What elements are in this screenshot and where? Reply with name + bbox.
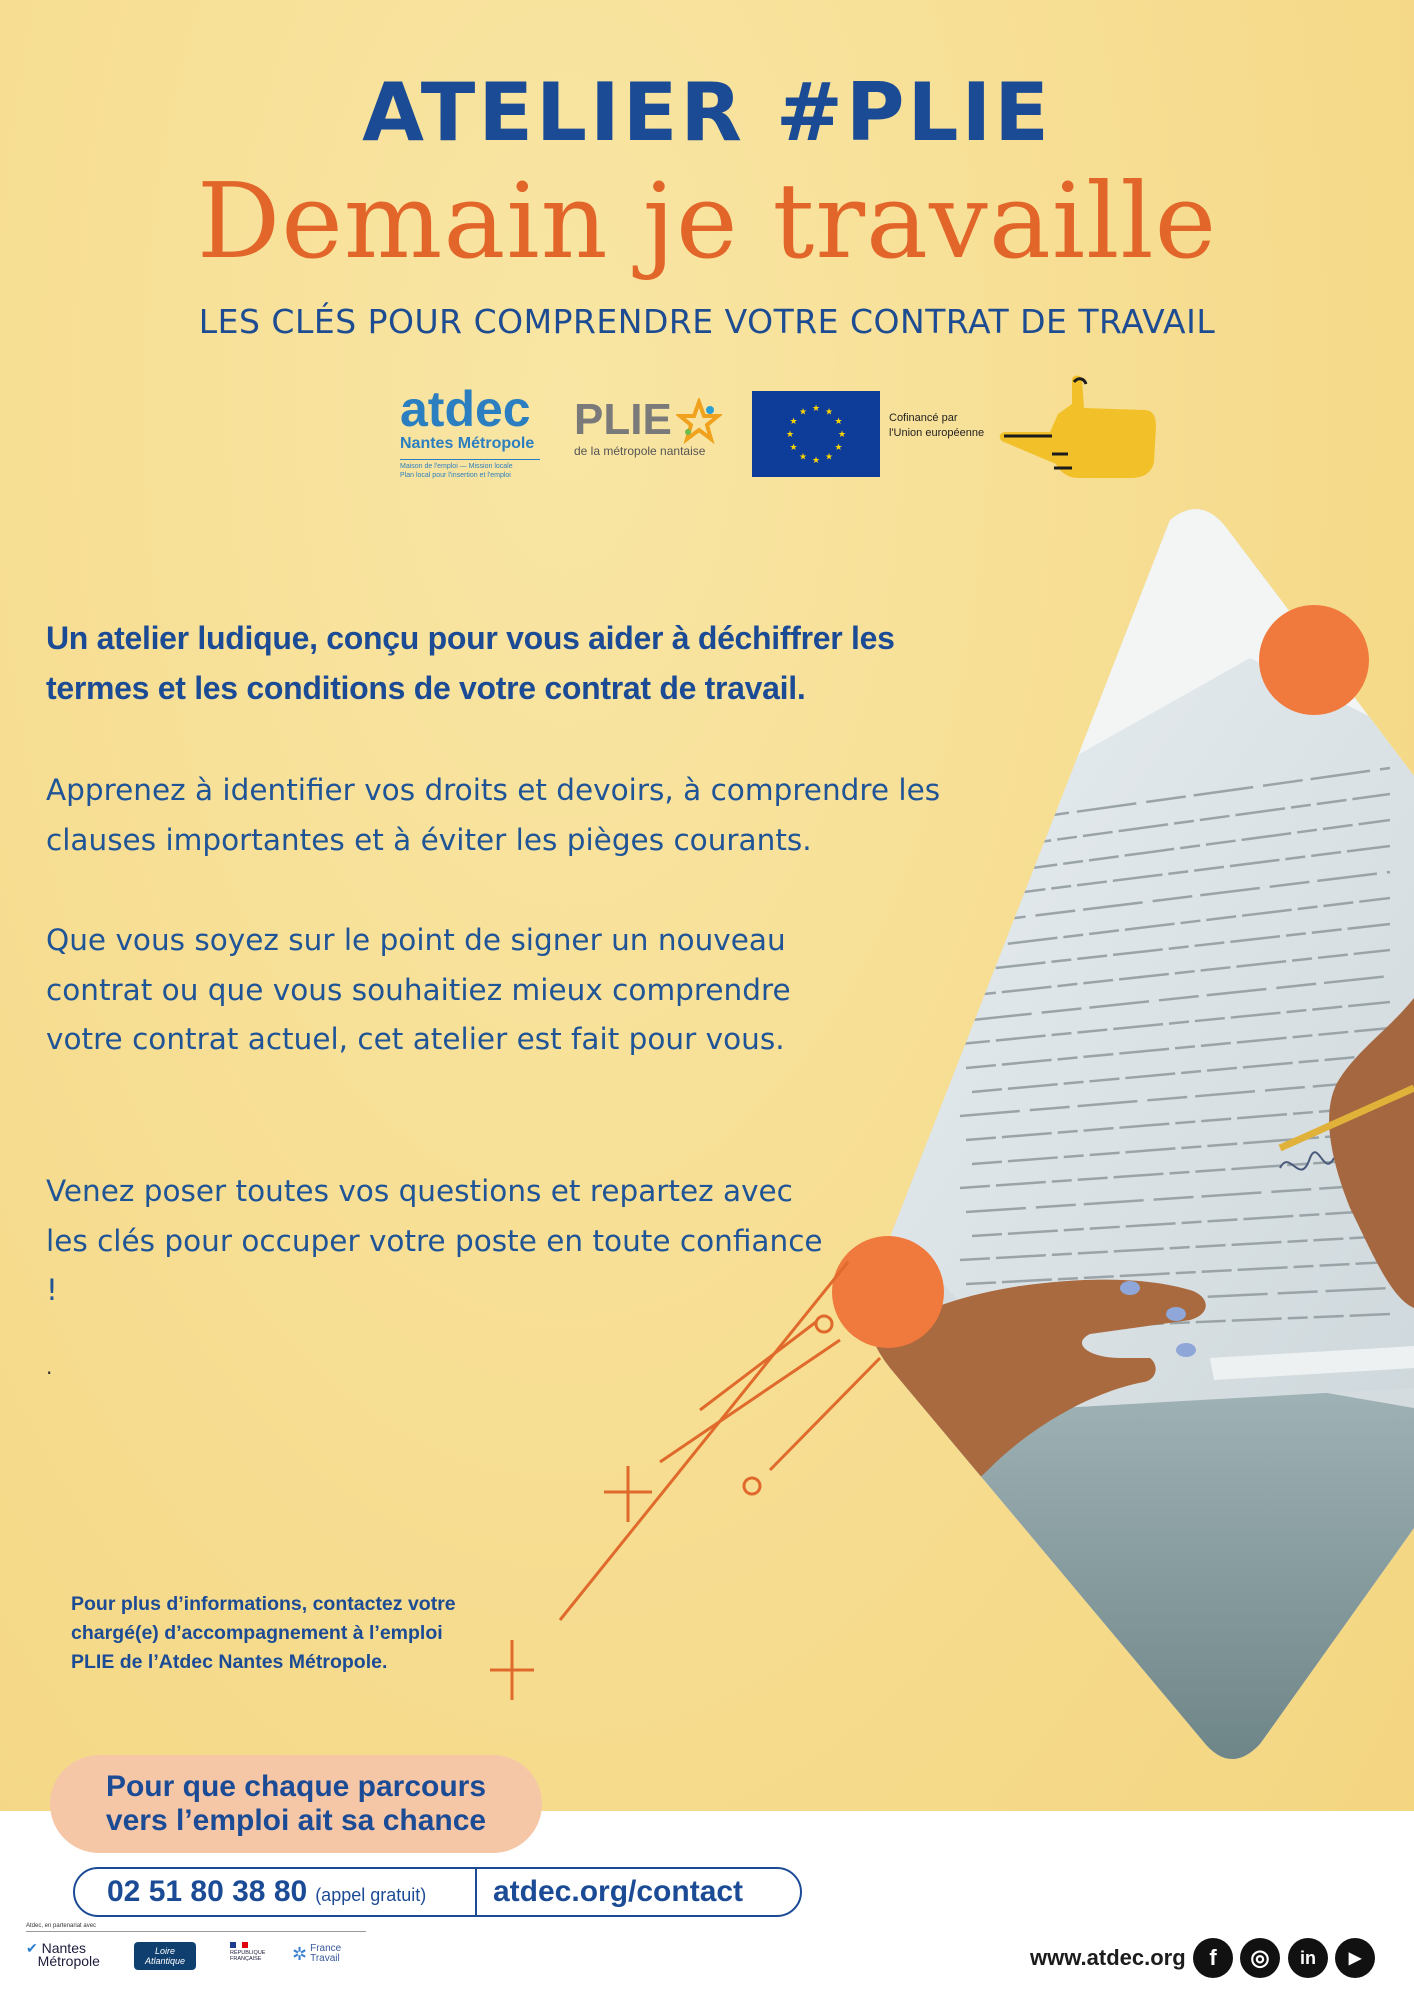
trailing-dot: . xyxy=(46,1355,53,1379)
sparkle-icon xyxy=(490,1466,652,1700)
nantes-line-1: Nantes xyxy=(41,1940,86,1956)
contact-box xyxy=(73,1867,802,1917)
lead-paragraph: Un atelier ludique, conçu pour vous aider à déchiffrer les termes et les conditions de votre contrat de travail. xyxy=(46,620,895,706)
rf-line-1: RÉPUBLIQUE xyxy=(230,1950,266,1956)
eu-star: ★ xyxy=(824,407,834,418)
slogan-pill xyxy=(50,1755,542,1853)
workshop-subtitle: LES CLÉS POUR COMPRENDRE VOTRE CONTRAT DE TRAVAIL xyxy=(198,302,1216,341)
ft-line-2: Travail xyxy=(310,1953,340,1964)
eu-star: ★ xyxy=(834,417,843,427)
phone-value[interactable]: 02 51 80 38 80 xyxy=(107,1875,308,1908)
workshop-title: Demain je travaille xyxy=(196,160,1218,282)
eu-cofinancing-caption: Cofinancé par l'Union européenne xyxy=(889,412,985,439)
atdec-tagline-1: Maison de l'emploi — Mission locale xyxy=(400,463,513,470)
eu-star: ★ xyxy=(834,443,843,453)
youtube-icon[interactable]: ▶ xyxy=(1335,1938,1375,1978)
slogan-line-1: Pour que chaque parcours xyxy=(105,1770,487,1803)
website-link[interactable]: www.atdec.org xyxy=(1030,1945,1186,1970)
loire-line-1: Loire xyxy=(154,1946,175,1956)
eu-star: ★ xyxy=(785,430,795,440)
phone-note: (appel gratuit) xyxy=(315,1885,427,1905)
ft-line-1: France xyxy=(310,1943,342,1954)
instagram-icon[interactable]: ◎ xyxy=(1240,1938,1280,1978)
republique-francaise-logo xyxy=(230,1942,265,1962)
paragraph-rights: Apprenez à identifier vos droits et devoirs, à comprendre les clauses importantes et à éviter les pièges courants. xyxy=(46,773,941,857)
orange-ball-middle xyxy=(832,1236,944,1348)
orange-ball-top xyxy=(1259,605,1369,715)
facebook-icon[interactable]: f xyxy=(1193,1938,1233,1978)
workshop-kicker: ATELIER #PLIE xyxy=(362,66,1052,159)
atdec-tagline-2: Plan local pour l'insertion et l'emploi xyxy=(400,472,511,479)
slogan-line-2: vers l’emploi ait sa chance xyxy=(105,1804,487,1837)
nantes-metropole-logo: ✔ Nantes Métropole xyxy=(26,1940,100,1969)
eu-star: ★ xyxy=(824,452,834,463)
partners-label: Atdec, en partenariat avec xyxy=(26,1923,97,1929)
paragraph-audience: Que vous soyez sur le point de signer un nouveau contrat ou que vous souhaitiez mieux comprendre votre contrat actuel, cet atelier est fait pour vous. xyxy=(46,923,791,1056)
eu-star: ★ xyxy=(798,407,808,418)
loire-line-2: Atlantique xyxy=(144,1956,186,1966)
motion-lines xyxy=(560,1262,880,1620)
eu-star: ★ xyxy=(811,404,821,414)
atdec-logo-name: atdec xyxy=(400,381,531,437)
eu-star: ★ xyxy=(789,443,798,453)
partners-divider xyxy=(26,1931,366,1932)
nantes-line-2: Métropole xyxy=(37,1953,100,1969)
eu-star: ★ xyxy=(811,456,821,466)
plie-logo-name: PLIE xyxy=(574,395,672,444)
phone-number[interactable] xyxy=(75,1875,475,1909)
eu-star: ★ xyxy=(789,417,798,427)
contact-link[interactable]: atdec.org/contact xyxy=(493,1875,744,1908)
more-info-text: Pour plus d’informations, contactez votre chargé(e) d’accompagnement à l’emploi PLIE de l’Atdec Nantes Métropole. xyxy=(71,1593,456,1673)
atdec-logo-region: Nantes Métropole xyxy=(400,435,535,452)
france-travail-logo: ✲ France Travail xyxy=(292,1943,342,1964)
linkedin-icon[interactable]: in xyxy=(1288,1938,1328,1978)
eu-star: ★ xyxy=(798,452,808,463)
slogan-text xyxy=(106,1770,486,1838)
plie-logo-tagline: de la métropole nantaise xyxy=(574,444,706,458)
loire-atlantique-logo xyxy=(134,1942,196,1970)
eu-star: ★ xyxy=(837,430,847,440)
paragraph-questions: Venez poser toutes vos questions et repartez avec les clés pour occuper votre poste en toute confiance ! xyxy=(46,1174,823,1307)
rf-line-2: FRANÇAISE xyxy=(230,1956,262,1962)
